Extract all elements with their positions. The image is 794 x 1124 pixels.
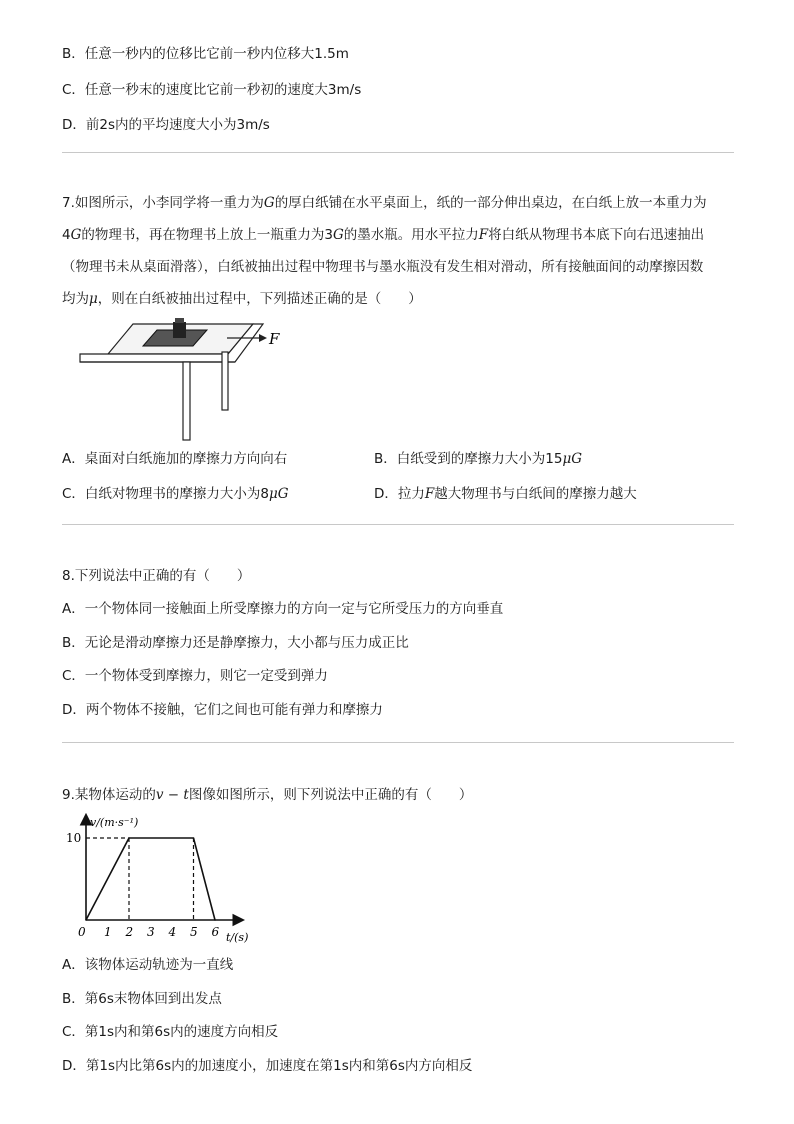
q7-stem-line1: 7.如图所示，小李同学将一重力为G的厚白纸铺在水平桌面上，纸的一部分伸出桌边，在白纸上放一本重力为 xyxy=(62,195,707,211)
q9-option-c: C．第1s内和第6s内的速度方向相反 xyxy=(62,1024,279,1040)
q7-option-a: A．桌面对白纸施加的摩擦力方向向右 xyxy=(62,451,288,467)
x-tick-label: 2 xyxy=(125,925,134,939)
force-label-f: F xyxy=(269,330,280,348)
separator xyxy=(62,152,734,153)
data-segment xyxy=(86,838,129,920)
q9-option-b: B．第6s末物体回到出发点 xyxy=(62,991,222,1007)
x-tick-label: 1 xyxy=(104,925,112,939)
q8-option-d: D．两个物体不接触，它们之间也可能有弹力和摩擦力 xyxy=(62,702,383,718)
x-tick-label: 3 xyxy=(147,925,155,939)
data-point xyxy=(85,919,87,921)
y-axis-label: v/(m·s⁻¹) xyxy=(90,816,139,829)
x-axis-label: t/(s) xyxy=(226,931,249,944)
q8-stem: 8.下列说法中正确的有（ ） xyxy=(62,568,251,584)
x-tick-label: 4 xyxy=(168,925,177,939)
q7-option-d: D．拉力F越大物理书与白纸间的摩擦力越大 xyxy=(374,486,637,502)
q6-option-b: B．任意一秒内的位移比它前一秒内位移大1.5m xyxy=(62,46,349,62)
q6-option-d: D．前2s内的平均速度大小为3m/s xyxy=(62,117,270,133)
x-tick-label: 5 xyxy=(190,925,198,939)
q7-option-c: C．白纸对物理书的摩擦力大小为8μG xyxy=(62,486,289,502)
q7-option-b: B．白纸受到的摩擦力大小为15μG xyxy=(374,451,583,467)
separator xyxy=(62,524,734,525)
vt-graph xyxy=(60,810,270,946)
q7-stem-line3: （物理书未从桌面滑落），白纸被抽出过程中物理书与墨水瓶没有发生相对滑动，所有接触面间的动摩擦因数 xyxy=(62,259,704,275)
q8-option-b: B．无论是滑动摩擦力还是静摩擦力，大小都与压力成正比 xyxy=(62,635,409,651)
x-tick-label: 6 xyxy=(211,925,220,939)
data-point xyxy=(193,837,195,839)
q7-stem-line4: 均为μ，则在白纸被抽出过程中，下列描述正确的是（ ） xyxy=(62,291,422,307)
q6-option-c: C．任意一秒末的速度比它前一秒初的速度大3m/s xyxy=(62,82,362,98)
x-tick-label: 0 xyxy=(78,925,86,939)
separator xyxy=(62,742,734,743)
q9-option-d: D．第1s内比第6s内的加速度小，加速度在第1s内和第6s内方向相反 xyxy=(62,1058,473,1074)
data-point xyxy=(128,837,130,839)
q8-option-c: C．一个物体受到摩擦力，则它一定受到弹力 xyxy=(62,668,328,684)
y-tick-label: 10 xyxy=(66,831,82,845)
q8-option-a: A．一个物体同一接触面上所受摩擦力的方向一定与它所受压力的方向垂直 xyxy=(62,601,504,617)
q7-stem-line2: 4G的物理书，再在物理书上放上一瓶重力为3G的墨水瓶。用水平拉力F将白纸从物理书本底下向右迅速抽出 xyxy=(62,227,705,243)
q9-stem: 9.某物体运动的v − t图像如图所示，则下列说法中正确的有（ ） xyxy=(62,787,473,803)
q9-option-a: A．该物体运动轨迹为一直线 xyxy=(62,957,234,973)
table-book-bottle-figure xyxy=(75,314,295,442)
data-segment xyxy=(194,838,216,920)
data-point xyxy=(214,919,216,921)
